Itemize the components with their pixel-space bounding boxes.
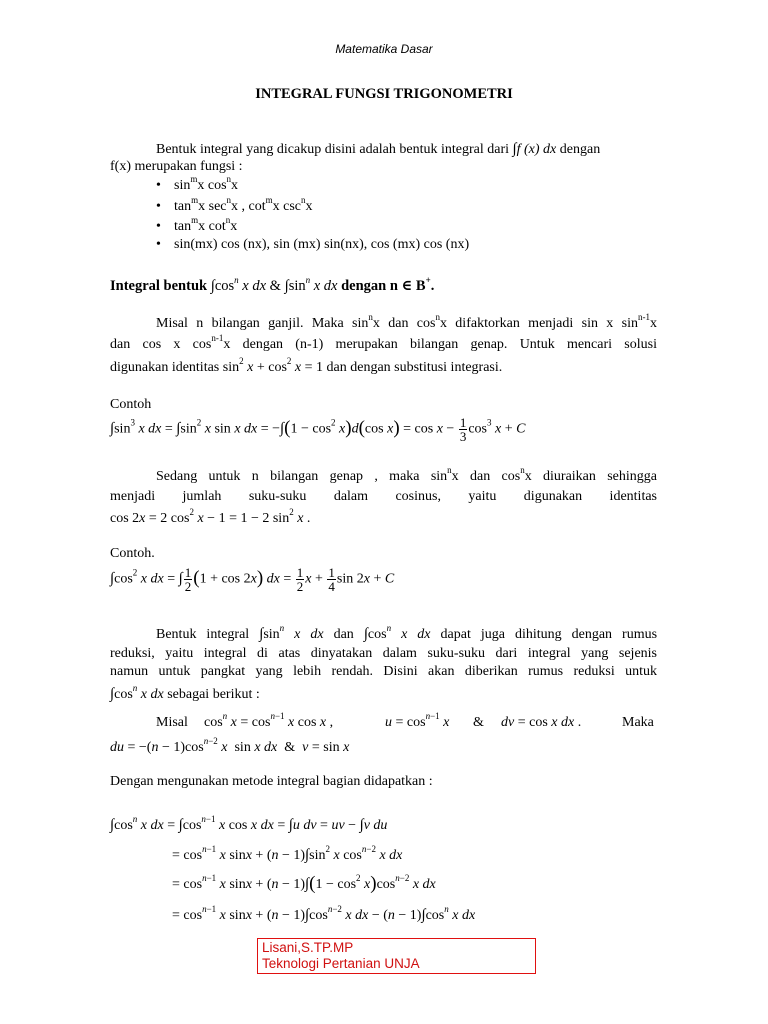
section-heading: Integral bentuk $\int\cos^n$ x dx & $\int\sin^n$ x dx dengan n ∈ B+. [110,275,435,294]
derivation-line-1: $\int\cos^n$ x dx = $\int\cos^{n-1}$ x cos x dx = ∫u dv = uv − ∫v du [110,814,388,833]
bullet-item: • sin(mx) cos (nx), sin (mx) sin(nx), cos (mx) cos (nx) [156,237,470,252]
bullet-item: • $\tan^mx$ $\sec^nx$ , $\cot^mx$ $\csc^nx$ [156,195,313,214]
para3-line-2: reduksi, yaitu integral di atas dinyatakan dalam suku-suku dari integral yang sejenis [110,646,657,661]
author-footer-box [257,938,536,974]
example-label: Contoh. [110,546,155,561]
misal-amp: & [473,715,484,730]
derivation-line-3: = $\cos^{n-1} x$ $\sin x + (n - 1)\int(1 - \cos^2 x)\cos^{n-2}$ x dx [172,873,436,894]
para1-line-1: Misal n bilangan ganjil. Maka $\sin^nx$ dan $\cos^nx$ difaktorkan menjadi sin x $\sin^{n-1}x$ [156,312,657,331]
parts-intro: Dengan mengunakan metode integral bagian didapatkan : [110,774,433,789]
para1-line-2: dan cos x $\cos^{n-1}x$ dengan (n-1) merupakan bilangan genap. Untuk mencari solusi [110,333,657,352]
para3-line-1: Bentuk integral $\int\sin^n$ x dx dan $\int\cos^n$ x dx dapat juga dihitung dengan rumus [156,623,658,642]
example-label: Contoh [110,397,152,412]
misal-formula-3: dv = cos x dx . [501,715,582,730]
para1-line-3: digunakan identitas $\sin^2 x + \cos^2 x = 1$ dan dengan substitusi integrasi. [110,356,503,375]
intro-line-2: f(x) merupakan fungsi : [110,159,243,174]
misal-formula-1: $\cos^n x = \cos^{n-1} x$ cos x , [204,711,334,730]
author-name: Lisani,S.TP.MP [262,940,354,955]
bullet-item: • $\tan^mx$ $\cot^nx$ [156,215,238,234]
bullet-item: • $\sin^mx$ $\cos^nx$ [156,174,239,193]
maka-label: Maka [622,715,654,730]
derivation-line-2: = $\cos^{n-1} x$ $\sin x + (n - 1)\int\sin^2$ x $\cos^{n-2} x$ dx [172,844,403,863]
misal-formula-2: $u = \cos^{n-1} x$ [385,711,450,730]
misal-label: Misal [156,715,188,730]
para3-line-3: namun untuk pangkat yang lebih rendah. Disini akan diberikan rumus reduksi untuk [110,664,657,679]
page-title: INTEGRAL FUNGSI TRIGONOMETRI [255,86,513,102]
para3-line-4: $\int\cos^n$ x dx sebagai berikut : [110,683,260,702]
identity-formula: cos 2x = 2 $\cos^2 x - 1 = 1 - 2$ $\sin^2 x$ . [110,507,311,526]
example-2-formula: $\int\cos^2$ x dx = ∫ $\frac{1}{2}$ (1 + cos 2x) dx = $\frac{1}{2}$ x + $\frac{1}{4}$ sin 2x + C [110,565,395,594]
para2-line-1: Sedang untuk n bilangan genap , maka $\sin^nx$ dan $\cos^nx$ diuraikan sehingga [156,465,657,484]
running-header: Matematika Dasar [335,42,433,56]
author-affiliation: Teknologi Pertanian UNJA [262,956,420,971]
intro-line-1: Bentuk integral yang dicakup disini adalah bentuk integral dari ∫f (x) dx dengan [156,141,601,157]
para2-line-2: menjadi jumlah suku-suku dalam cosinus, yaitu digunakan identitas [110,489,657,504]
misal-formula-4: du = $-(n - 1)\cos^{n-2}$ x sin x dx & v = sin x [110,736,350,755]
derivation-line-4: = $\cos^{n-1} x$ $\sin x + (n - 1)\int\cos^{n-2}$ x dx − $(n - 1)\int\cos^n$ x dx [172,904,476,923]
example-1-formula: $\int\sin^3$ x dx = $\int\sin^2$ x sin x dx = $-\int(1 - \cos^2 x)d(\cos$ x) = cos x − $\frac{1}{3}$ $\cos^3 x + C$ [110,415,526,444]
